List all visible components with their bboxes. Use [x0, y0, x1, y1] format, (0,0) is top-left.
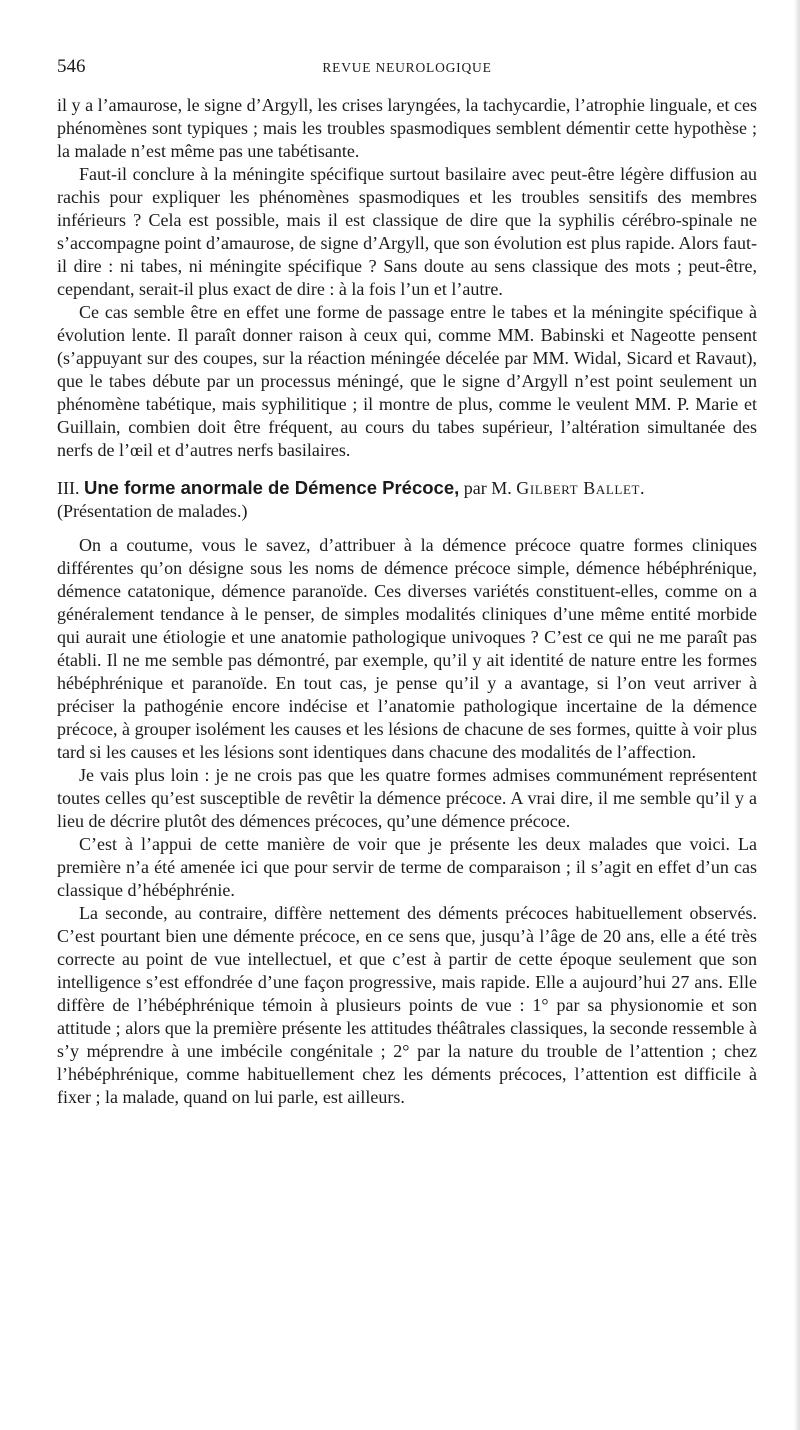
- paragraph-2: Faut-il conclure à la méningite spécifique surtout basilaire avec peut-être légère diffusion au rachis pour expliquer les phénomènes spasmodiques et les troubles sensitifs des membres inférieurs ? Cela est possible, mais il est classique de dire que la syphilis cérébro-spinale ne s’accompagne point d’amaurose, de signe d’Argyll, que son évolution est plus rapide. Alors faut-il dire : ni tabes, ni méningite spécifique ? Sans doute au sens classique des mots ; peut-être, cependant, serait-il plus exact de dire : à la fois l’un et l’autre.: [57, 164, 757, 299]
- section-title: Une forme anormale de Démence Précoce,: [83, 477, 460, 498]
- body-text: [57, 94, 757, 1109]
- section-heading: [57, 476, 757, 500]
- page-number: 546: [57, 56, 86, 77]
- subtitle-spacer: [57, 523, 757, 534]
- running-title: REVUE NEUROLOGIQUE: [322, 60, 492, 75]
- section-spacer: [57, 462, 757, 476]
- page-edge-shadow: [794, 0, 800, 1430]
- section-author: Gilbert Ballet.: [516, 478, 646, 498]
- paragraph-4: On a coutume, vous le savez, d’attribuer à la démence précoce quatre formes cliniques différentes qu’on désigne sous les noms de démence précoce simple, démence hébéphrénique, démence catatonique, démence paranoïde. Ces diverses variétés constituent-elles, comme on a généralement tendance à le penser, de simples modalités cliniques d’une même entité morbide qui aurait une étiologie et une anatomie pathologique univoques ? C’est ce qui ne me paraît pas établi. Il ne me semble pas démontré, par exemple, qu’il y ait identité de nature entre les formes hébéphrénique et paranoïde. En tout cas, je pense qu’il y a avantage, si l’on veut arriver à préciser la pathogénie encore indécise et l’anatomie pathologique incertaine de la démence précoce, à grouper isolément les causes et les lésions de chacune de ses formes, quitte à voir plus tard si les causes et les lésions sont identiques dans chacune des modalités de l’affection.: [57, 535, 757, 762]
- section-by-text: par M.: [463, 478, 512, 498]
- paragraph-1: il y a l’amaurose, le signe d’Argyll, les crises laryngées, la tachycardie, l’atrophie linguale, et ces phénomènes sont typiques ; mais les troubles spasmodiques semblent démentir cette hypothèse ; la malade n’est même pas une tabétisante.: [57, 95, 757, 161]
- paragraph-7: La seconde, au contraire, diffère nettement des déments précoces habituellement observés. C’est pourtant bien une démente précoce, en ce sens que, jusqu’à l’âge de 20 ans, elle a été très correcte au point de vue intellectuel, et que c’est à partir de cette époque seulement que son intelligence s’est effondrée d’une façon progressive, mais rapide. Elle a aujourd’hui 27 ans. Elle diffère de l’hébéphrénique témoin à plusieurs points de vue : 1° par sa physionomie et son attitude ; alors que la première présente les attitudes théâtrales classiques, la seconde ressemble à s’y méprendre à une imbécile congénitale ; 2° par la nature du trouble de l’attention ; chez l’hébéphrénique, comme habituellement chez les déments précoces, l’attention est difficile à fixer ; la malade, quand on lui parle, est ailleurs.: [57, 903, 757, 1107]
- paragraph-3: Ce cas semble être en effet une forme de passage entre le tabes et la méningite spécifique à évolution lente. Il paraît donner raison à ceux qui, comme MM. Babinski et Nageotte pensent (s’appuyant sur des coupes, sur la réaction méningée décelée par MM. Widal, Sicard et Ravaut), que le tabes débute par un processus méningé, que le signe d’Argyll n’est point seulement un phénomène tabétique, mais syphilitique ; il montre de plus, comme le veulent MM. P. Marie et Guillain, combien doit être fréquent, au cours du tabes supérieur, l’altération simultanée des nerfs de l’œil et d’autres nerfs basilaires.: [57, 302, 757, 460]
- paragraph-6: C’est à l’appui de cette manière de voir que je présente les deux malades que voici. La première n’a été amenée ici que pour servir de terme de comparaison ; il s’agit en effet d’un cas classique d’hébéphrénie.: [57, 834, 757, 900]
- page-header: [57, 56, 757, 86]
- section-number: III.: [57, 478, 80, 498]
- section-subtitle: (Présentation de malades.): [57, 501, 248, 521]
- paragraph-5: Je vais plus loin : je ne crois pas que les quatre formes admises communément représentent toutes celles qu’est susceptible de revêtir la démence précoce. A vrai dire, il me semble qu’il y a lieu de décrire plutôt des démences précoces, qu’une démence précoce.: [57, 765, 757, 831]
